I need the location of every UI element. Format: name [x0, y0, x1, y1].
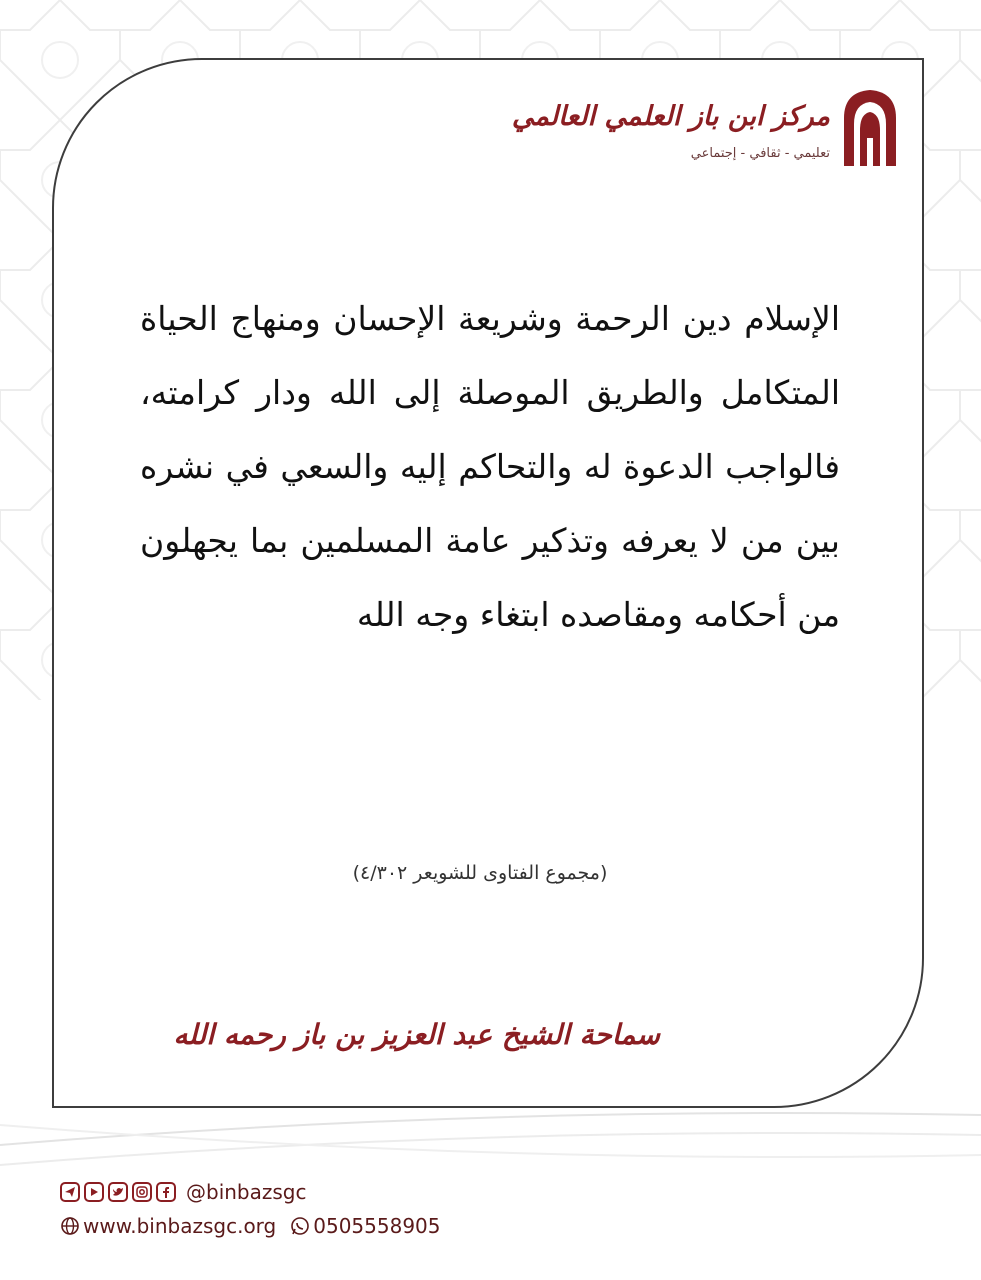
- logo-subtitle: تعليمي - ثقافي - إجتماعي: [690, 146, 830, 161]
- signature-calligraphy: سماحة الشيخ عبد العزيز بن باز رحمه الله: [173, 1018, 660, 1051]
- globe-icon: [60, 1216, 80, 1236]
- center-logo: [511, 88, 900, 178]
- facebook-icon[interactable]: [156, 1182, 176, 1202]
- logo-title: مركز ابن باز العلمي العالمي: [511, 101, 830, 132]
- instagram-icon[interactable]: [132, 1182, 152, 1202]
- whatsapp-icon: [290, 1216, 310, 1236]
- quote-text: الإسلام دين الرحمة وشريعة الإحسان ومنهاج الحياة المتكامل والطريق الموصلة إلى الله ودار كرامته، فالواجب الدعوة له والتحاكم إليه والسعي في نشره بين من لا يعرفه وتذكير عامة المسلمين بما يجهلون من أحكامه ومقاصده ابتغاء وجه الله: [140, 299, 840, 634]
- mosque-arch-icon: [840, 88, 900, 166]
- citation: (مجموع الفتاوى للشويعر ٤/٣٠٢): [352, 862, 608, 884]
- social-row: [60, 1178, 307, 1206]
- twitter-icon[interactable]: [108, 1182, 128, 1202]
- contact-row: [60, 1212, 441, 1240]
- telegram-icon[interactable]: [60, 1182, 80, 1202]
- social-handle[interactable]: @binbazsgc: [186, 1180, 307, 1204]
- phone-number[interactable]: 0505558905: [313, 1214, 441, 1238]
- website-link[interactable]: www.binbazsgc.org: [83, 1214, 277, 1238]
- youtube-icon[interactable]: [84, 1182, 104, 1202]
